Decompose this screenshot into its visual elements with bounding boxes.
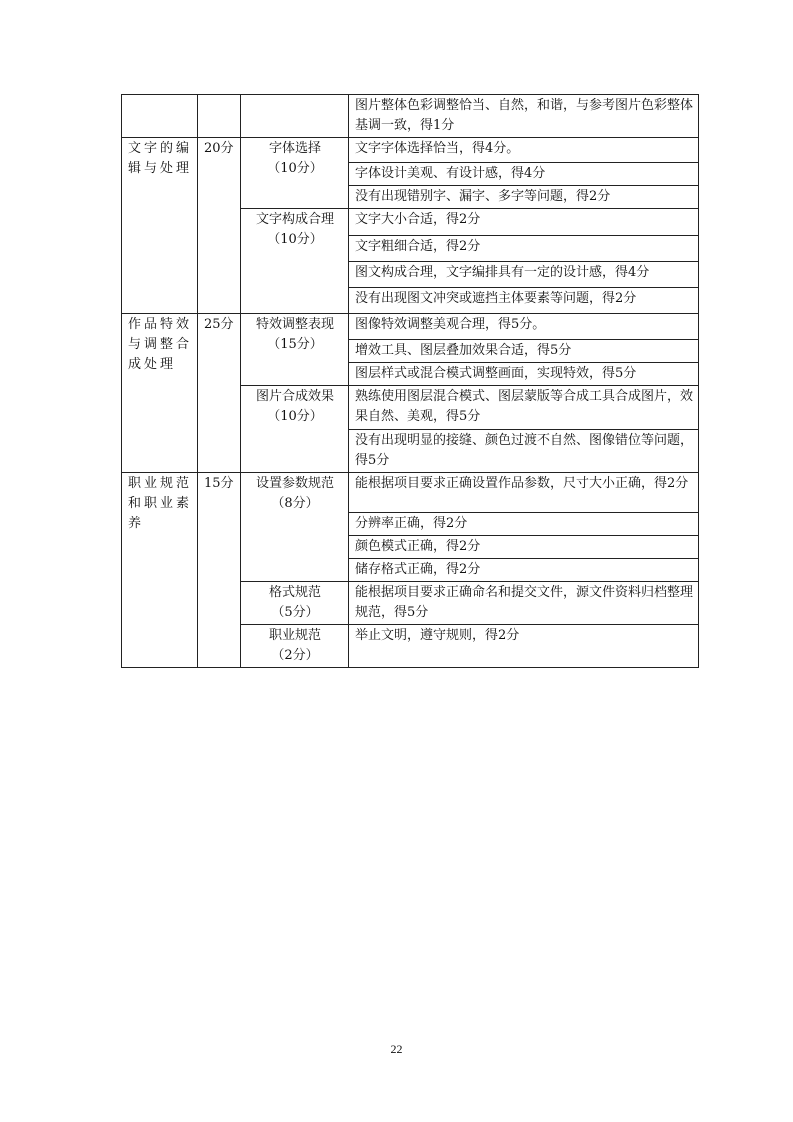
subcategory-points: （5分）	[271, 605, 319, 620]
subcategory-cell	[241, 386, 349, 473]
criterion-cell: 文字字体选择恰当，得4分。	[349, 138, 699, 163]
criterion-cell: 图文构成合理，文字编排具有一定的设计感，得4分	[349, 262, 699, 288]
criterion-cell: 能根据项目要求正确设置作品参数，尺寸大小正确，得2分	[349, 473, 699, 513]
subcategory-cell	[241, 209, 349, 314]
page-number: 22	[390, 1042, 403, 1056]
subcategory-cell	[241, 582, 349, 625]
criterion-cell: 举止文明，遵守规则，得2分	[349, 625, 699, 668]
subcategory-cell	[241, 314, 349, 386]
subcategory-points: （15分）	[267, 337, 323, 352]
criterion-cell: 储存格式正确，得2分	[349, 559, 699, 582]
subcategory-name: 字体选择	[268, 141, 321, 156]
category-cell: 文字的编辑与处理	[122, 138, 198, 314]
criterion-cell: 文字粗细合适，得2分	[349, 236, 699, 262]
table-row	[122, 314, 699, 340]
subcategory-points: （10分）	[267, 161, 323, 176]
subcategory-points: （8分）	[271, 496, 319, 511]
subcategory-name: 特效调整表现	[255, 317, 334, 332]
subcategory-cell	[241, 138, 349, 209]
category-points-cell: 25分	[198, 314, 241, 473]
criterion-cell: 图层样式或混合模式调整画面，实现特效，得5分	[349, 363, 699, 386]
category-cell: 作品特效与调整合成处理	[122, 314, 198, 473]
subcategory-name: 格式规范	[268, 585, 321, 600]
table-row	[122, 95, 699, 138]
criterion-cell: 字体设计美观、有设计感，得4分	[349, 163, 699, 186]
category-points-cell: 20分	[198, 138, 241, 314]
scoring-rubric-table	[121, 94, 699, 668]
subcategory-name: 文字构成合理	[255, 212, 334, 227]
criterion-cell: 文字大小合适，得2分	[349, 209, 699, 236]
subcategory-points: （10分）	[267, 232, 323, 247]
subcategory-cell	[241, 625, 349, 668]
criterion-cell: 图片整体色彩调整恰当、自然，和谐，与参考图片色彩整体基调一致，得1分	[349, 95, 699, 138]
criterion-cell: 图像特效调整美观合理，得5分。	[349, 314, 699, 340]
criterion-cell: 没有出现明显的接缝、颜色过渡不自然、图像错位等问题，得5分	[349, 430, 699, 473]
criterion-cell: 增效工具、图层叠加效果合适，得5分	[349, 340, 699, 363]
subcategory-name: 职业规范	[268, 628, 321, 643]
subcategory-name: 图片合成效果	[255, 389, 334, 404]
criterion-cell: 熟练使用图层混合模式、图层蒙版等合成工具合成图片，效果自然、美观，得5分	[349, 386, 699, 430]
subcategory-name: 设置参数规范	[255, 476, 334, 491]
subcategory-cell	[241, 473, 349, 582]
table-row	[122, 138, 699, 163]
criterion-cell: 没有出现图文冲突或遮挡主体要素等问题，得2分	[349, 288, 699, 314]
table-row	[122, 473, 699, 513]
criterion-cell: 能根据项目要求正确命名和提交文件，源文件资料归档整理规范，得5分	[349, 582, 699, 625]
category-points-cell: 15分	[198, 473, 241, 668]
criterion-cell: 分辨率正确，得2分	[349, 513, 699, 536]
category-cell: 职业规范和职业素养	[122, 473, 198, 668]
criterion-cell: 没有出现错别字、漏字、多字等问题，得2分	[349, 186, 699, 209]
subcategory-points: （10分）	[267, 409, 323, 424]
subcategory-points: （2分）	[271, 648, 319, 663]
criterion-cell: 颜色模式正确，得2分	[349, 536, 699, 559]
